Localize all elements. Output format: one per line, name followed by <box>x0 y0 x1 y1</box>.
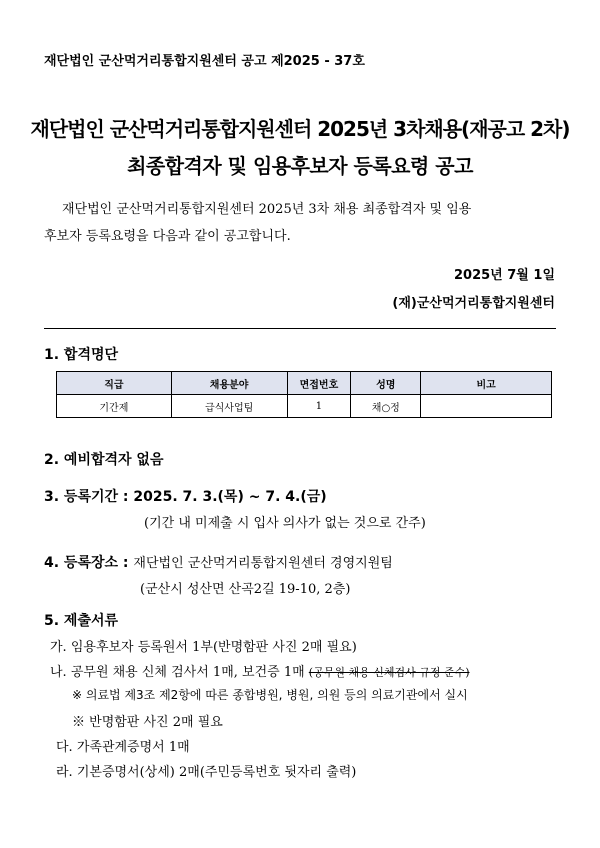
document-title-line2: 최종합격자 및 임용후보자 등록요령 공고 <box>127 154 473 178</box>
section4-heading <box>44 552 393 572</box>
doc-item-2 <box>50 661 470 680</box>
cell-interview-no: 1 <box>287 395 351 418</box>
section3-note: (기간 내 미제출 시 입사 의사가 없는 것으로 간주) <box>144 516 426 531</box>
notice-date: 2025년 7월 1일 <box>454 268 555 283</box>
header-interview-no: 면접번호 <box>287 372 351 395</box>
cell-rank: 기간제 <box>57 395 172 418</box>
doc-item-2-text: 나. 공무원 채용 신체 검사서 1매, 보건증 1매 <box>50 665 309 680</box>
section3-heading: 3. 등록기간 : 2025. 7. 3.(목) ~ 7. 4.(금) <box>44 489 327 505</box>
section4-value: 재단법인 군산먹거리통합지원센터 경영지원팀 <box>133 556 393 571</box>
passer-table <box>56 371 552 418</box>
doc-item-2-note: (공무원 채용 신체검사 규정 준수) <box>308 666 470 679</box>
cell-name: 채○정 <box>351 395 421 418</box>
section4-address: (군산시 성산면 산곡2길 19-10, 2층) <box>140 582 351 597</box>
doc-item-4: 라. 기본증명서(상세) 2매(주민등록번호 뒷자리 출력) <box>56 765 357 780</box>
section2-heading: 2. 예비합격자 없음 <box>44 452 164 468</box>
header-remarks: 비고 <box>421 372 552 395</box>
header-field: 채용분야 <box>171 372 287 395</box>
doc-item-3: 다. 가족관계증명서 1매 <box>56 740 190 755</box>
intro-line2: 후보자 등록요령을 다음과 같이 공고합니다. <box>44 229 291 244</box>
cell-remarks <box>421 395 552 418</box>
notice-number: 재단법인 군산먹거리통합지원센터 공고 제2025 - 37호 <box>44 54 365 69</box>
table-row <box>57 395 552 418</box>
header-rank: 직급 <box>57 372 172 395</box>
issuing-org: (재)군산먹거리통합지원센터 <box>392 296 555 311</box>
intro-line1: 재단법인 군산먹거리통합지원센터 2025년 3차 채용 최종합격자 및 임용 <box>62 202 472 217</box>
divider-rule <box>44 328 556 329</box>
header-name: 성명 <box>351 372 421 395</box>
doc-item-1: 가. 임용후보자 등록원서 1부(반명함판 사진 2매 필요) <box>50 640 357 655</box>
section1-heading: 1. 합격명단 <box>44 347 119 363</box>
section4-label: 4. 등록장소 : <box>44 555 134 571</box>
table-header-row <box>57 372 552 395</box>
doc-note-1: ※ 의료법 제3조 제2항에 따른 종합병원, 병원, 의원 등의 의료기관에서 실시 <box>72 688 468 702</box>
document-title-line1: 재단법인 군산먹거리통합지원센터 2025년 3차채용(재공고 2차) <box>30 117 570 141</box>
cell-field: 급식사업팀 <box>171 395 287 418</box>
doc-note-2: ※ 반명함판 사진 2매 필요 <box>72 715 223 730</box>
section5-heading: 5. 제출서류 <box>44 613 119 629</box>
